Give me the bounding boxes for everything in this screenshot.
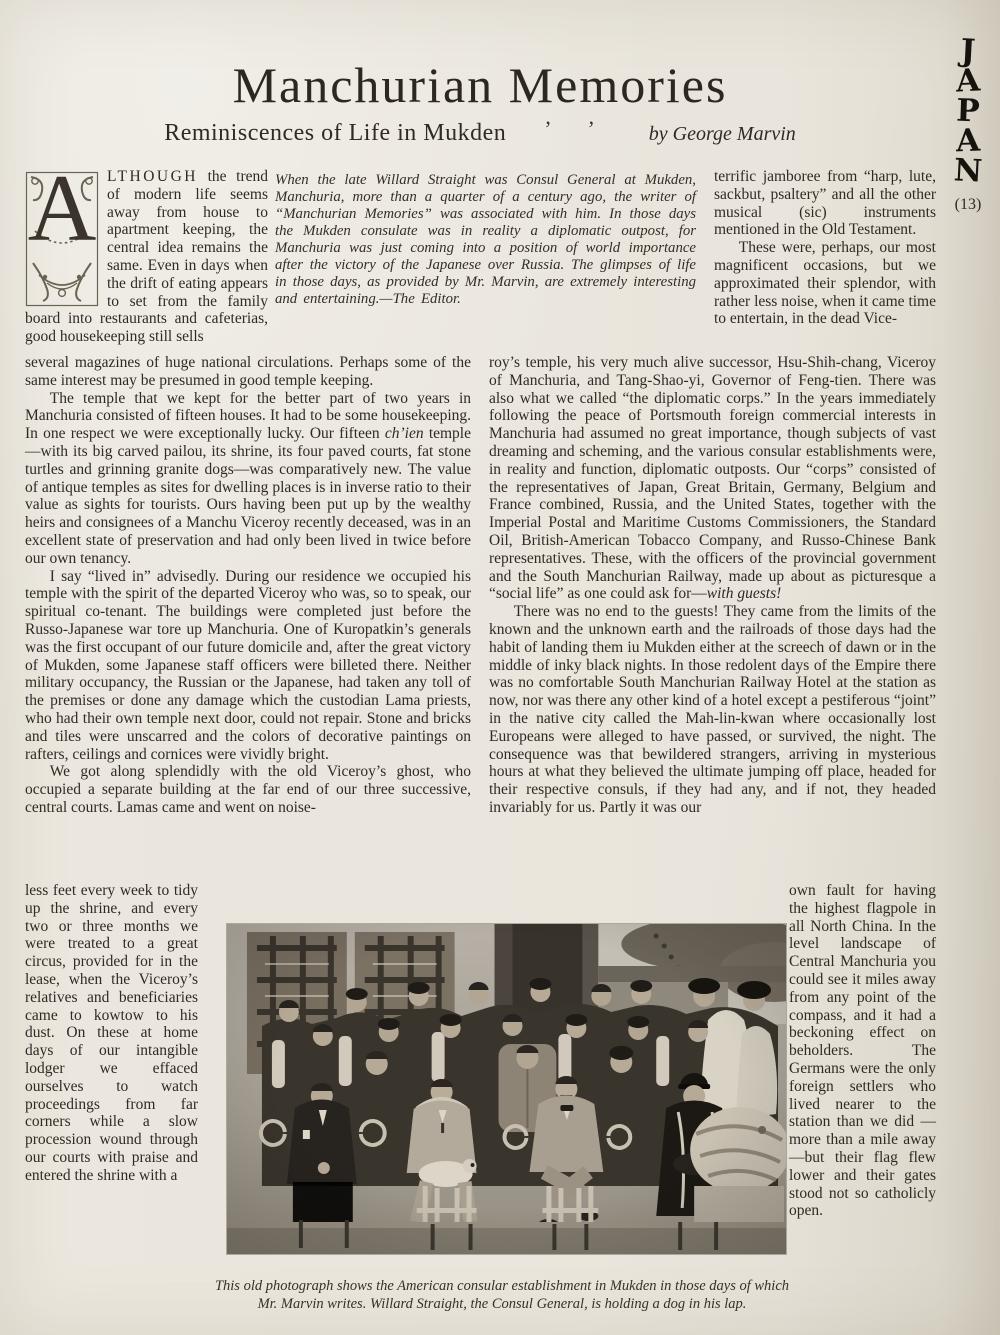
margin-letter: J xyxy=(959,32,977,70)
paragraph xyxy=(489,354,936,603)
margin-letter: P xyxy=(955,92,981,130)
paragraph: There was no end to the guests! They came from the limits of the known and the unknown earth and the railroads of those days had the habit of landing them iu Mukden either at the screech of dawn or in the middle of inky black nights. In those redolent days of the Empire there was no comfortable South Manchurian Railway Hotel at the station as now, nor was there any other kind of a hotel except a pestiferous “joint” in the native city called the Mah-lin-kwan where occasionally lost Europeans were alleged to have passed, or survived, the night. The consequence was that bewildered strangers, arriving in mysterious hours at what they believed the ultimate jumping off place, headed for their respective consuls, if they had any, and if not, they headed invariably for us. Partly it was our xyxy=(489,603,936,816)
margin-letter: A xyxy=(955,62,981,100)
opening-text: the trend of modern life seems away from house to apartment keeping, the central idea remains the same. Even in days when the drift of eating appears to set from the family board into restaurants and cafeterias, good housekeeping still sells xyxy=(25,168,268,346)
margin-letter: N xyxy=(952,152,984,190)
margin-letter: A xyxy=(955,122,981,160)
paragraph: several magazines of huge national circulations. Perhaps some of the same interest may be presumed in good temple keeping. xyxy=(25,354,471,389)
article-subtitle: Reminiscences of Life in Mukden xyxy=(164,120,507,146)
subtitle-row xyxy=(25,116,935,147)
opening-paragraph xyxy=(25,155,268,346)
paragraph: I say “lived in” advisedly. During our residence we occupied his temple with the spirit of the departed Viceroy who was, so to speak, our spiritual co-tenant. The buildings were completed just before the Russo-Japanese war tore up Manchuria. One of Kuropatkin’s generals was the first occupant of our future domicile and, after the great victory of Mukden, some Japanese staff officers were billeted there. Neither military occupancy, the Russian or the Japanese, had taken any toll of the premises or done any damage which the custodian Lama priests, who had their own temple next door, could not repair. Stone and bricks and tiles were unscarred and the colors of decorative paintings on rafters, ceilings and cornices were vividly bright. xyxy=(25,567,471,763)
paragraph: terrific jamboree from “harp, lute, sackbut, psaltery” and all the other musical (sic) instruments mentioned in the Old Testament. xyxy=(714,168,936,239)
left-narrow-column: less feet every week to tidy up the shrine, and every two or three months we were treated to a great circus, provided for in the lease, when the Viceroy’s relatives and beneficiaries came to kowtow to his dust. On these at home days of our intangible lodger we effaced ourselves to watch proceedings from far corners while a slow procession wound through our courts with praise and entered the shrine with a xyxy=(25,882,198,1184)
paragraph-text: temple—with its big carved pailou, its shrine, its four paved courts, fat stone turtles and grinning granite dogs—was comparatively new. The value of antique temples as sites for dwelling places is in inverse ratio to their value as sights for tourists. Ours having been put up by the wealthy heirs and consignees of a Manchu Viceroy recently deceased, was in an excellent state of preservation and had only been lived in twice before our own tenancy. xyxy=(25,425,471,567)
right-top-column xyxy=(714,168,936,328)
editor-note: When the late Willard Straight was Consul General at Mukden, Manchuria, more than a quarter of a century ago, the writer of “Manchurian Memories” was associated with him. In those days the Mukden consulate was in reality a diplomatic outpost, for Manchuria was just coming into a position of world importance after the victory of the Japanese over Russia. The glimpses of life in those days, as provided by Mr. Marvin, are extremely interesting and entertaining.—The Editor. xyxy=(275,172,697,307)
photo-caption: This old photograph shows the American consular establishment in Mukden in those days of which Mr. Marvin writes. Willard Straight, the Consul General, is holding a dog in his lap. xyxy=(214,1277,790,1312)
subtitle-ornament: ’ ’ xyxy=(544,116,611,141)
drop-cap-box xyxy=(25,155,99,307)
byline: by George Marvin xyxy=(648,123,796,145)
page-number: (13) xyxy=(954,196,982,213)
page-title: Manchurian Memories xyxy=(232,57,728,113)
opening-column xyxy=(25,155,268,346)
drop-cap-letter: A xyxy=(27,155,97,261)
paragraph xyxy=(25,390,471,568)
right-narrow-column: own fault for having the highest flagpole in all North China. In the level landscape of Central Manchuria you could see it miles away from any point of the compass, and it had a beckoning effect on beholders. The Germans were the only foreign settlers who lived nearer to the station than we did —more than a mile away—but their flag flew lower and their gates stood not so catholicly open. xyxy=(789,882,936,1220)
italic-term: ch’ien xyxy=(384,425,424,443)
margin-label-japan xyxy=(946,32,990,190)
group-photo-illustration xyxy=(227,924,786,1254)
opening-caps: LTHOUGH xyxy=(107,168,198,185)
left-wide-column xyxy=(25,354,471,817)
right-wide-column xyxy=(489,354,936,817)
paragraph: We got along splendidly with the old Viceroy’s ghost, who occupied a separate building at the far end of our three successive, central courts. Lamas came and went on noise- xyxy=(25,763,471,816)
paragraph-text: The temple that we kept for the better part of two years in Manchuria consisted of fifteen houses. It had to be some housekeeping. In one respect we were exceptionally lucky. Our fifteen xyxy=(25,389,471,443)
paragraph-text: roy’s temple, his very much alive successor, Hsu-Shih-chang, Viceroy of Manchuria, and Tang-Shao-yi, Governor of Feng-tien. There was also what we called “the diplomatic corps.” In the years immediately following the peace of Portsmouth foreign commercial interests in Manchuria had assumed no great importance, though subjects of vast dreaming and scheming, and the various consular establishments were, in reality and function, diplomatic outposts. Our “corps” consisted of the representatives of Japan, Great Britain, Germany, Belgium and France combined, Russia, and the United States, together with the Imperial Postal and Maritime Customs Commissioners, the Standard Oil, British-American Tobacco Company, and Russo-Chinese Bank representatives. These, with the officers of the provincial government and the South Manchurian Railway, made up about as picturesque a “social life” as one could ask for— xyxy=(489,354,936,603)
italic-phrase: with guests! xyxy=(706,585,782,603)
paragraph: These were, perhaps, our most magnificent occasions, but we approximated their splendor, with rather less noise, when it came time to entertain, in the dead Vice- xyxy=(714,239,936,328)
group-photograph xyxy=(227,924,786,1254)
